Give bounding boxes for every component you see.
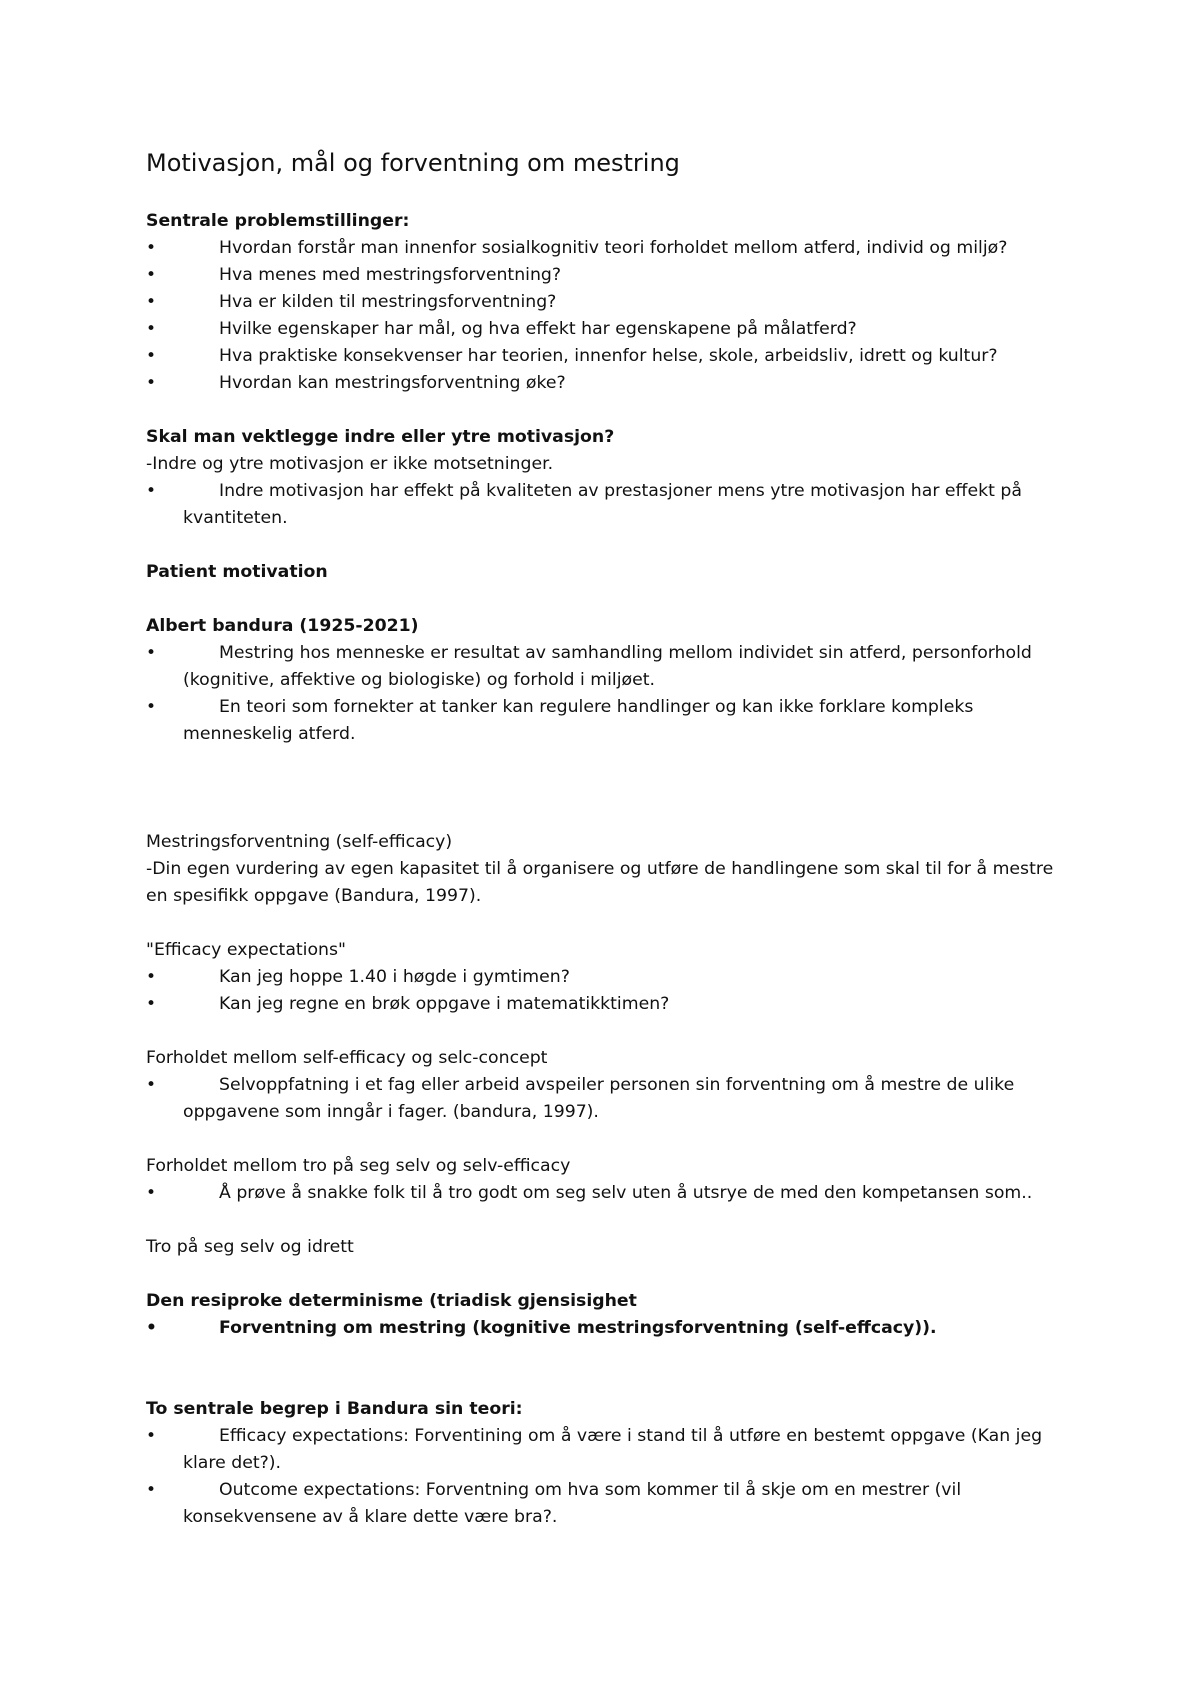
- section-heading-patient: Patient motivation: [146, 562, 328, 582]
- section-heading-mestringsforventning: Mestringsforventning (self-efficacy): [146, 832, 453, 852]
- list-item: • Indre motivasjon har effekt på kvaliteten av prestasjoner mens ytre motivasjon har effekt på kvantiteten.: [146, 478, 1076, 532]
- section-heading-begrep: To sentrale begrep i Bandura sin teori:: [146, 1399, 523, 1419]
- bullet-list-begrep: [146, 1423, 1076, 1531]
- bullet-list-selfconcept: [146, 1072, 1076, 1126]
- document-body: [146, 147, 1076, 1531]
- list-item: • Hvilke egenskaper har mål, og hva effekt har egenskapene på målatferd?: [146, 316, 1076, 343]
- section-heading-tro: Forholdet mellom tro på seg selv og selv-efficacy: [146, 1156, 571, 1176]
- bullet-list-motivasjon: [146, 478, 1076, 532]
- section-heading-sentrale: Sentrale problemstillinger:: [146, 211, 410, 231]
- section-heading-selfconcept: Forholdet mellom self-efficacy og selc-concept: [146, 1048, 548, 1068]
- list-item: • Kan jeg regne en brøk oppgave i matematikktimen?: [146, 991, 1076, 1018]
- bullet-list-sentrale: [146, 235, 1076, 397]
- bullet-list-tro: [146, 1180, 1076, 1207]
- list-item: • Forventning om mestring (kognitive mestringsforventning (self-effcacy)).: [146, 1315, 1076, 1342]
- list-item: • Hvordan kan mestringsforventning øke?: [146, 370, 1076, 397]
- list-item: • Efficacy expectations: Forventining om å være i stand til å utføre en bestemt oppgave (Kan jeg klare det?).: [146, 1423, 1076, 1477]
- document-title: Motivasjon, mål og forventning om mestring: [146, 149, 680, 177]
- list-item: • Hvordan forstår man innenfor sosialkognitiv teori forholdet mellom atferd, individ og miljø?: [146, 235, 1076, 262]
- list-item: • Mestring hos menneske er resultat av samhandling mellom individet sin atferd, personforhold (kognitive, affektive og biologiske) og forhold i miljøet.: [146, 640, 1076, 694]
- list-item: • Kan jeg hoppe 1.40 i høgde i gymtimen?: [146, 964, 1076, 991]
- list-item: • En teori som fornekter at tanker kan regulere handlinger og kan ikke forklare kompleks menneskelig atferd.: [146, 694, 1076, 748]
- list-item: • Hva er kilden til mestringsforventning?: [146, 289, 1076, 316]
- section-heading-idrett: Tro på seg selv og idrett: [146, 1237, 354, 1257]
- bullet-list-efficacy: [146, 964, 1076, 1018]
- list-item: • Outcome expectations: Forventning om hva som kommer til å skje om en mestrer (vil konsekvensene av å klare dette være bra?.: [146, 1477, 1076, 1531]
- list-item: • Hva praktiske konsekvenser har teorien, innenfor helse, skole, arbeidsliv, idrett og kultur?: [146, 343, 1076, 370]
- bullet-list-determinisme: [146, 1315, 1076, 1342]
- section-heading-efficacy: "Efficacy expectations": [146, 940, 346, 960]
- list-item: • Selvoppfatning i et fag eller arbeid avspeiler personen sin forventning om å mestre de ulike oppgavene som inngår i fager. (bandura, 1997).: [146, 1072, 1076, 1126]
- list-item: • Å prøve å snakke folk til å tro godt om seg selv uten å utsrye de med den kompetansen som..: [146, 1180, 1076, 1207]
- section-heading-motivasjon: Skal man vektlegge indre eller ytre motivasjon?: [146, 427, 615, 447]
- list-item: • Hva menes med mestringsforventning?: [146, 262, 1076, 289]
- section-text-mestringsforventning: -Din egen vurdering av egen kapasitet til å organisere og utføre de handlingene som skal til for å mestre en spesifikk oppgave (Bandura, 1997).: [146, 859, 1054, 906]
- section-heading-determinisme: Den resiproke determinisme (triadisk gjensisighet: [146, 1291, 637, 1311]
- section-heading-bandura: Albert bandura (1925-2021): [146, 616, 419, 636]
- bullet-list-bandura: [146, 640, 1076, 748]
- section-text-motivasjon: -Indre og ytre motivasjon er ikke motsetninger.: [146, 454, 554, 474]
